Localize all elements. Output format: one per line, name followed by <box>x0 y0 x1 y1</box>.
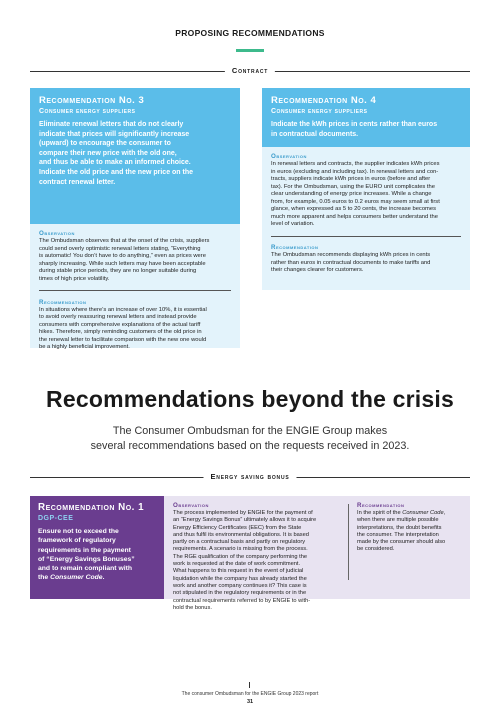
recommendation-3-body <box>30 224 240 351</box>
text-line: not stipulated in the regulatory requirements or in the <box>173 590 307 597</box>
recommendation-1-title: Recommendation No. 1 <box>38 502 145 513</box>
text-line: the consumer. The interpretation <box>357 531 439 538</box>
text-line: (upward) to encourage the consumer to <box>39 140 171 148</box>
text-line: The RGE qualification of the company performing the <box>173 553 308 560</box>
recommendation-3-text <box>39 120 231 187</box>
recommendation-4-body <box>262 147 470 290</box>
text-line: hold the bonus. <box>173 604 212 611</box>
text-line: glance, when expressed as 5 to 20 cents, the increase becomes <box>271 206 436 212</box>
recommendation-heading: Recommendation <box>271 244 319 252</box>
observation-heading: Observation <box>173 502 209 509</box>
consumer-code-ref: Consumer Code <box>402 510 444 516</box>
recommendation-1-text <box>38 527 156 583</box>
text-line: is automatic! You don’t have to do anything,” even as prices were <box>39 253 206 259</box>
contract-label: Contract <box>225 66 275 76</box>
recommendation-4-text <box>271 120 461 139</box>
observation-text <box>271 161 461 229</box>
text-line <box>38 573 156 582</box>
text-line: The Ombudsman recommends displaying kWh prices in cents <box>271 252 431 259</box>
text-line: What happens to this request in the event of judicial <box>173 568 304 575</box>
text-line: work is requested at the date of work commitment. <box>173 561 301 568</box>
text-line: and thus fulfil its environmental obligations. It is based <box>173 531 309 538</box>
intro-text <box>0 424 500 453</box>
footer-text: The consumer Ombudsman for the ENGIE Group 2023 report <box>181 691 319 697</box>
text-line: and thus be able to make an informed choice. <box>39 159 191 167</box>
text-line: an “Energy Savings Bonus” ultimately allows it to acquire <box>173 517 317 524</box>
recommendation-4-card <box>262 88 470 290</box>
observation-text <box>39 238 231 283</box>
text-line: their changes clearer for customers. <box>271 267 364 274</box>
text-line: The Ombudsman observes that at the onset of the crisis, suppliers <box>39 238 210 244</box>
main-title: Recommendations beyond the crisis <box>46 386 454 412</box>
text-line: work and another company continues it? This case is <box>173 582 307 589</box>
intro-line: several recommendations based on the requests received in 2023. <box>90 439 410 452</box>
recommendation-1-details <box>164 496 470 611</box>
energy-saving-label: Energy saving bonus <box>203 472 296 482</box>
text-line: from, for example, 0.05 euros to 0.2 euros may seem small at first <box>271 198 440 205</box>
text-line: consumers with comprehensive explanations of the actual tariff <box>39 321 201 328</box>
text-fragment: , <box>443 510 446 516</box>
text-line: much more apparent and helps consumers better understand the <box>271 213 438 220</box>
text-line: Eliminate renewal letters that do not clearly <box>39 121 184 128</box>
recommendation-3-header <box>30 88 240 224</box>
contract-divider <box>30 66 470 76</box>
text-line: hikes. Therefore, simply reminding customers of the old price in <box>39 329 202 336</box>
text-line: the renewal letter to facilitate comparison with the new one would <box>39 336 207 343</box>
text-line: to avoid overly reassuring renewal letters and instead provide <box>39 314 197 321</box>
observation-text <box>173 510 345 612</box>
section-separator <box>271 236 461 237</box>
column-divider <box>348 504 349 580</box>
text-line: interpretations, the doubt benefits <box>357 524 442 531</box>
recommendation-4-title: Recommendation No. 4 <box>271 95 377 106</box>
text-line: clear understanding of energy price increases. While a change <box>271 191 432 197</box>
text-line: framework of regulatory <box>38 537 116 545</box>
text-line: contractual requirements referred to by ENGIE to with- <box>173 597 311 604</box>
text-line: in euros (excluding and including tax). In renewal letters and con- <box>271 168 439 175</box>
recommendation-4-subtitle: Consumer energy suppliers <box>271 108 368 115</box>
observation-column <box>173 502 345 612</box>
recommendation-text <box>357 510 465 554</box>
recommendation-column <box>357 502 465 554</box>
text-line: Ensure not to exceed the <box>38 528 119 535</box>
text-line <box>357 510 465 517</box>
text-fragment: . <box>102 574 105 582</box>
recommendation-1-card <box>30 496 164 599</box>
text-line: contract renewal letter. <box>39 178 116 186</box>
energy-saving-divider <box>30 472 470 482</box>
text-line: Indicate the kWh prices in cents rather than euros <box>271 121 438 128</box>
text-line: and to remain compliant with <box>38 565 133 573</box>
text-line: tracts, suppliers indicate kWh prices in euros (before and after <box>271 176 431 182</box>
text-line: times of high price volatility. <box>39 275 110 282</box>
text-line: of “Energy Savings Bonuses” <box>38 555 135 563</box>
text-line: when there are multiple possible <box>357 517 439 524</box>
page-header-title: PROPOSING RECOMMENDATIONS <box>175 28 325 38</box>
recommendation-text <box>39 307 231 352</box>
footer-tick <box>249 682 250 688</box>
recommendation-4-header <box>262 88 470 147</box>
recommendation-heading: Recommendation <box>39 298 87 306</box>
recommendation-text <box>271 252 461 275</box>
text-line: level of variation. <box>271 221 315 227</box>
text-line: made by the consumer should also <box>357 539 446 546</box>
text-fragment: the <box>38 574 51 582</box>
header-accent-bar <box>236 49 264 52</box>
text-line: partly on a contractual basis and partly on regulatory <box>173 539 306 546</box>
text-line: in contractual documents. <box>271 130 359 138</box>
text-fragment: In the spirit of the <box>357 510 403 516</box>
text-line: Indicate the old price and the new price on the <box>39 168 194 176</box>
recommendation-1-subtitle: DGP-CEE <box>38 515 74 522</box>
recommendation-3-title: Recommendation No. 3 <box>39 95 145 106</box>
text-line: Energy Efficiency Certificates (EEC) from the State <box>173 524 302 531</box>
text-line: In situations where there’s an increase of over 10%, it is essential <box>39 306 207 313</box>
recommendation-3-card <box>30 88 240 351</box>
recommendation-heading: Recommendation <box>357 502 405 509</box>
text-line: be a highly beneficial improvement. <box>39 344 130 351</box>
text-line: requirements in the payment <box>38 546 131 554</box>
observation-heading: Observation <box>271 153 307 160</box>
text-line: requirements. A scenario is missing from the process. <box>173 546 308 553</box>
recommendation-3-subtitle: Consumer energy suppliers <box>39 108 136 115</box>
text-line: during stable price periods, they are no longer suitable during <box>39 268 197 274</box>
text-line: compare their new price with the old one, <box>39 149 177 157</box>
observation-heading: Observation <box>39 230 75 237</box>
text-line: be considered. <box>357 546 395 553</box>
text-line: In renewal letters and contracts, the supplier indicates kWh prices <box>271 161 440 167</box>
page-number: 31 <box>246 699 254 705</box>
text-line: tax). For the Ombudsman, using the EURO unit complicates the <box>271 183 435 190</box>
text-line: sharply increasing. While such letters may have been acceptable <box>39 260 206 267</box>
text-line: rather than euros in contractual documents to make tariffs and <box>271 259 431 266</box>
text-line: could send overly optimistic renewal letters stating, “Everything <box>39 245 201 252</box>
text-line: The process implemented by ENGIE for the payment of <box>173 510 313 516</box>
section-separator <box>39 290 231 291</box>
text-line: indicate that prices will significantly increase <box>39 130 190 138</box>
text-line: liquidation while the company has already started the <box>173 575 307 582</box>
consumer-code-ref: Consumer Code <box>50 574 103 582</box>
intro-line: The Consumer Ombudsman for the ENGIE Group makes <box>112 425 388 437</box>
